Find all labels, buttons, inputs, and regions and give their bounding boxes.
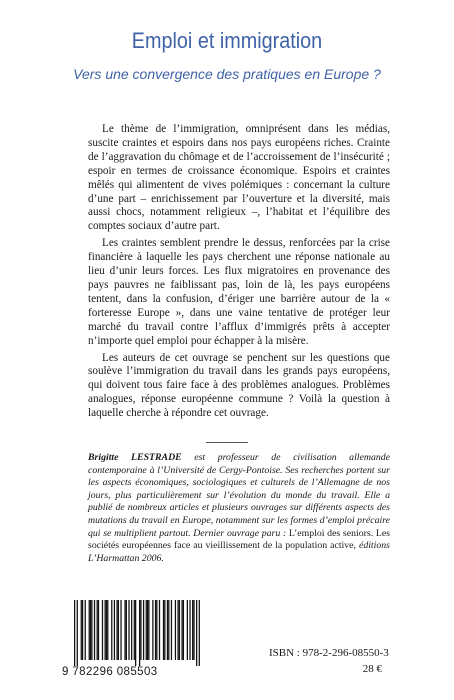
barcode-bar [192, 600, 193, 660]
barcode-bar [168, 600, 169, 660]
barcode-bar [193, 600, 194, 660]
barcode-bar [152, 600, 153, 660]
barcode-bar [199, 600, 200, 666]
barcode-digits: 9 782296 085503 [62, 666, 158, 678]
barcode-bar [135, 600, 136, 666]
barcode-bar [175, 600, 176, 660]
barcode-bars [74, 600, 200, 666]
barcode-bar [107, 600, 108, 660]
barcode-bar [155, 600, 156, 660]
barcode-bar [147, 600, 148, 660]
barcode-bar [187, 600, 188, 660]
barcode-bar [189, 600, 190, 660]
barcode-bar [181, 600, 182, 660]
blurb-paragraph: Le thème de l’immigration, omniprésent dans les médias, suscite craintes et espoirs dans nos pays européens riches. Crainte de l’aggravation du chômage et de l’accroissement de l’insécurité ; espoir en termes de croissance économique. Espoirs et craintes mêlés qui alimentent de vives polémiques : concernant la culture d’une part – enrichissement par l’ouverture et la diversité, mais aussi chocs, notamment religieux –, l’habitat et l’équilibre des comptes sociaux d’autre part. [88, 123, 390, 233]
barcode-bar [131, 600, 132, 660]
last-work-title: L’emploi des seniors. Les sociétés européennes face au vieillissement de la population active, [88, 527, 390, 552]
barcode-bar [74, 600, 75, 666]
barcode-bar [111, 600, 112, 660]
barcode-bar [128, 600, 129, 660]
price: 28 € [362, 663, 382, 675]
barcode-bar [179, 600, 180, 660]
barcode-bar [116, 600, 117, 660]
blurb-paragraph: Les craintes semblent prendre le dessus, renforcées par la crise financière à laquelle les pays cherchent une réponse nationale au lieu d’unir leurs forces. Les flux migratoires en provenance des pays pauvres ne faiblissant pas, loin de là, les pays européens tentent, dans la confusion, d’ériger une barrière autour de la « forteresse Europe », dans une vaine tentative de protéger leur marché du travail contre l’afflux d’immigrés prêts à accepter n’importe quel emploi pour échapper à la misère. [88, 237, 390, 347]
book-title: Emploi et immigration [131, 28, 323, 53]
barcode-bar [124, 600, 125, 660]
blurb-text [88, 123, 390, 424]
barcode-bar [94, 600, 95, 660]
barcode-bar [156, 600, 157, 660]
barcode-bar [82, 600, 83, 660]
barcode-bar [90, 600, 91, 660]
barcode-bar [167, 600, 168, 660]
barcode-bar [118, 600, 119, 660]
author-bio-text: est professeur de civilisation allemande contemporaine à l’Université de Cergy-Pontoise. Ses recherches portent sur les aspects économiques, sociologiques et culturels de l’Allemagne de nos jours, plus particulièrement sur l’évolution du monde du travail. Elle a publié de nombreux articles et plusieurs ouvrages sur différents aspects des mutations du travail en Europe, notamment sur les formes d’emploi précaire qui se multiplient partout. Dernier ouvrage paru : [88, 452, 390, 539]
barcode-bar [106, 600, 107, 660]
barcode-bar [85, 600, 86, 660]
barcode-bar [159, 600, 160, 660]
barcode-bar [102, 600, 103, 660]
barcode-bar [134, 600, 135, 660]
barcode-bar [81, 600, 82, 660]
barcode-bar [163, 600, 164, 660]
barcode-bar [139, 600, 140, 666]
barcode-bar [120, 600, 121, 660]
barcode-bar [97, 600, 98, 660]
author-name: Brigitte LESTRADE [88, 452, 182, 463]
barcode-bar [140, 600, 141, 660]
barcode-bar [89, 600, 90, 660]
barcode-bar [164, 600, 165, 660]
barcode-bar [105, 600, 106, 660]
barcode [62, 600, 200, 682]
barcode-bar [183, 600, 184, 660]
divider [206, 442, 248, 443]
barcode-bar [114, 600, 115, 660]
book-subtitle: Vers une convergence des pratiques en Europe ? [73, 66, 381, 82]
barcode-bar [77, 600, 78, 666]
barcode-bar [148, 600, 149, 660]
barcode-bar [91, 600, 92, 660]
barcode-bar [177, 600, 178, 660]
barcode-bar [143, 600, 144, 660]
barcode-bar [126, 600, 127, 660]
publisher-note: éditions L’Harmattan 2006. [88, 540, 390, 564]
blurb-paragraph: Les auteurs de cet ouvrage se penchent sur les questions que soulève l’immigration du travail dans les grands pays européens, qui doivent tous faire face à des problèmes analogues. Problèmes analogues, réponse européenne commune ? Voilà la question à laquelle cherche à répondre cet ouvrage. [88, 351, 390, 420]
author-bio [88, 452, 390, 565]
barcode-bar [98, 600, 99, 660]
isbn: ISBN : 978-2-296-08550-3 [269, 647, 389, 659]
barcode-bar [171, 600, 172, 660]
barcode-bar [196, 600, 197, 666]
barcode-bar [146, 600, 147, 660]
